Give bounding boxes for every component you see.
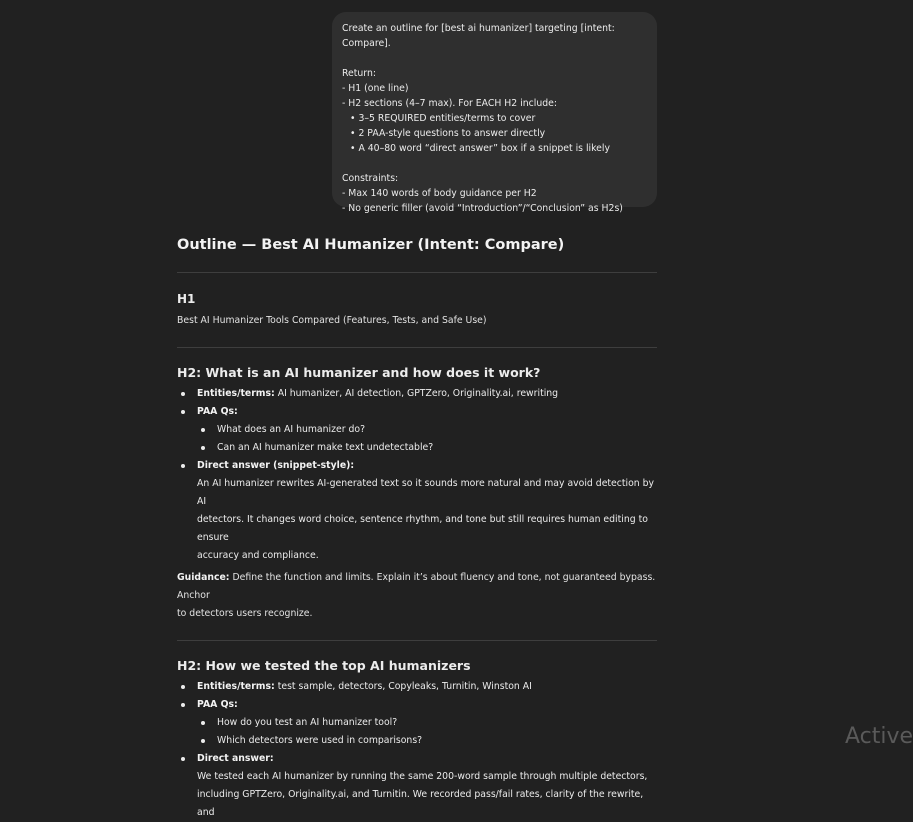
- entities-text: test sample, detectors, Copyleaks, Turnitin, Winston AI: [277, 681, 532, 692]
- answer-line: detectors. It changes word choice, sentence rhythm, and tone but still requires human editing to ensure: [197, 514, 648, 543]
- list-item: [177, 403, 657, 457]
- section-heading: H2: How we tested the top AI humanizers: [177, 658, 471, 673]
- response-title: Outline — Best AI Humanizer (Intent: Compare): [177, 237, 565, 253]
- paa-question: What does an AI humanizer do?: [197, 421, 657, 439]
- answer-label: Direct answer (snippet-style):: [197, 460, 355, 471]
- h1-label: H1: [177, 292, 196, 306]
- guidance-line: to detectors users recognize.: [177, 608, 313, 619]
- h1-text: Best AI Humanizer Tools Compared (Features, Tests, and Safe Use): [177, 315, 487, 326]
- list-item: [177, 385, 657, 403]
- guidance-label: Guidance:: [177, 572, 230, 583]
- return-subitem: • 3–5 REQUIRED entities/terms to cover: [350, 113, 536, 124]
- guidance: [177, 569, 657, 623]
- answer-line: An AI humanizer rewrites AI-generated text so it sounds more natural and may avoid detection by AI: [197, 478, 655, 507]
- paa-list: [197, 714, 657, 750]
- activation-watermark: Active: [845, 724, 913, 749]
- entities-text: AI humanizer, AI detection, GPTZero, Originality.ai, rewriting: [277, 388, 559, 399]
- paa-list: [197, 421, 657, 457]
- entities-label: Entities/terms:: [197, 681, 275, 692]
- paa-label: PAA Qs:: [197, 699, 238, 710]
- divider: [177, 640, 657, 641]
- constraint-item: - Max 140 words of body guidance per H2: [342, 188, 537, 199]
- answer-line: accuracy and compliance.: [197, 550, 319, 561]
- section-list: [177, 678, 657, 822]
- answer-line: including GPTZero, Originality.ai, and Turnitin. We recorded pass/fail rates, clarity of the rewrite, and: [197, 789, 644, 818]
- return-subitem: • A 40–80 word “direct answer” box if a snippet is likely: [350, 143, 610, 154]
- paa-question: How do you test an AI humanizer tool?: [197, 714, 657, 732]
- user-message-bubble: [332, 12, 657, 214]
- list-item: [177, 696, 657, 750]
- assistant-response: [177, 236, 657, 822]
- list-item: [177, 678, 657, 696]
- constraint-item: - No generic filler (avoid “Introduction”/“Conclusion” as H2s): [342, 203, 623, 214]
- return-label: Return:: [342, 68, 376, 79]
- section-list: [177, 385, 657, 565]
- divider: [177, 272, 657, 273]
- answer-label: Direct answer:: [197, 753, 274, 764]
- paa-question: Can an AI humanizer make text undetectable?: [197, 439, 657, 457]
- entities-label: Entities/terms:: [197, 388, 275, 399]
- return-subitem: • 2 PAA-style questions to answer directly: [350, 128, 546, 139]
- divider: [177, 347, 657, 348]
- guidance-line: Define the function and limits. Explain it’s about fluency and tone, not guaranteed bypass. Anchor: [177, 572, 656, 601]
- paa-label: PAA Qs:: [197, 406, 238, 417]
- section-heading: H2: What is an AI humanizer and how does it work?: [177, 365, 541, 380]
- answer-line: We tested each AI humanizer by running the same 200-word sample through multiple detectors,: [197, 771, 648, 782]
- return-item: - H2 sections (4–7 max). For EACH H2 include:: [342, 98, 557, 109]
- list-item: [177, 457, 657, 565]
- list-item: [177, 750, 657, 822]
- return-item: - H1 (one line): [342, 83, 409, 94]
- constraints-label: Constraints:: [342, 173, 399, 184]
- paa-question: Which detectors were used in comparisons?: [197, 732, 657, 750]
- prompt-line: Create an outline for [best ai humanizer] targeting [intent: Compare].: [342, 23, 615, 49]
